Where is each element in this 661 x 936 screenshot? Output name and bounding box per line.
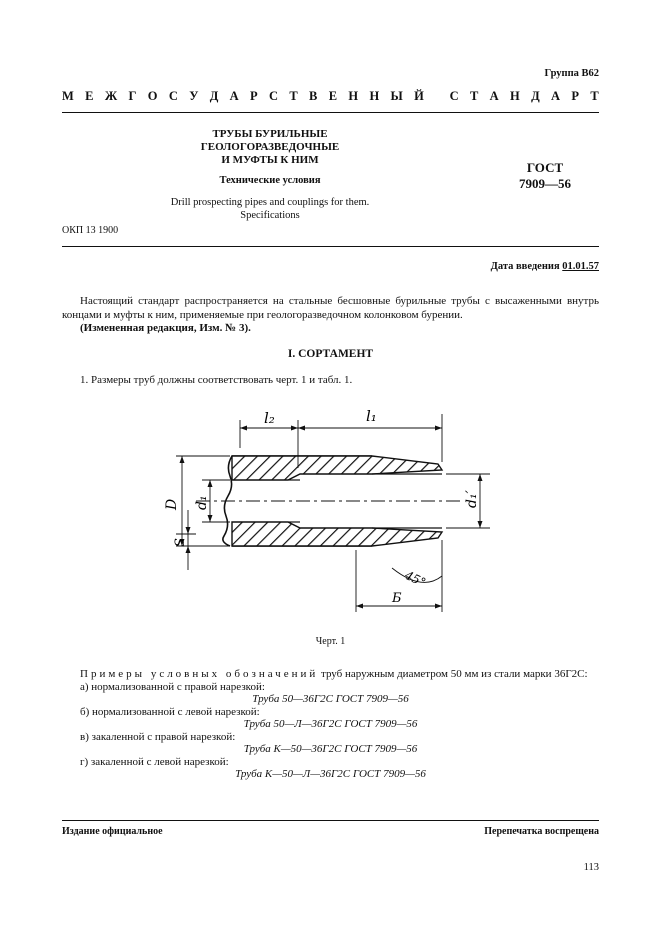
banner-letter: Ж: [104, 89, 118, 103]
effective-date-label: Дата введения: [490, 261, 560, 272]
banner-letter: Е: [328, 89, 338, 103]
example-label: б) нормализованной с левой нарезкой:: [80, 705, 260, 718]
effective-date-value: 01.01.57: [562, 261, 599, 272]
banner-letter: А: [489, 89, 499, 103]
example-label: г) закаленной с левой нарезкой:: [80, 755, 229, 768]
dim-label-angle: 45°: [402, 568, 428, 590]
banner-letter: С: [449, 89, 459, 103]
english-title-line: Drill prospecting pipes and couplings for them.: [170, 197, 370, 208]
amendment-note: (Измененная редакция, Изм. № 3).: [80, 322, 251, 334]
banner-letter: Р: [571, 89, 580, 103]
example-value: Труба К—50—Л—36Г2С ГОСТ 7909—56: [235, 768, 426, 780]
page-number: 113: [583, 862, 599, 873]
designation-examples: [62, 668, 599, 781]
document-subtitle: Технические условия: [219, 175, 321, 186]
top-rule: [62, 112, 599, 113]
examples-lead-text: труб наружным диаметром 50 мм из стали марки 36Г2С:: [318, 668, 588, 680]
banner-gap: [435, 89, 438, 104]
banner-letter: Т: [469, 89, 479, 103]
banner-letter: Й: [414, 89, 424, 103]
upper-wall-section: [232, 456, 442, 480]
banner-letter: Г: [128, 89, 137, 103]
examples-lead-spaced: Примеры условных обозначений: [80, 668, 319, 680]
example-label: а) нормализованной с правой нарезкой:: [80, 680, 265, 693]
example-value: Труба 50—36Г2С ГОСТ 7909—56: [252, 693, 409, 705]
bottom-rule: [62, 820, 599, 821]
english-title: [130, 196, 410, 222]
banner-letter: Р: [250, 89, 258, 103]
group-code: Группа В62: [544, 68, 599, 79]
banner-letter: С: [168, 89, 178, 103]
banner-letter: Д: [209, 89, 219, 103]
banner-letter: А: [229, 89, 239, 103]
banner-letter: У: [189, 89, 199, 103]
banner-letter: Т: [289, 89, 298, 103]
intro-paragraph: Настоящий стандарт распространяется на стальные бесшовные бурильные трубы с высаженными внутрь концами и муфты к ним, применяемые при геологоразведочном колонковом бурении.: [62, 295, 599, 321]
middle-rule: [62, 246, 599, 247]
dim-label-outer-diameter: D: [164, 498, 180, 510]
okp-code: ОКП 13 1900: [62, 225, 119, 236]
example-value: Труба 50—Л—36Г2С ГОСТ 7909—56: [243, 718, 418, 730]
banner-letter: А: [551, 89, 561, 103]
standard-banner: [62, 89, 599, 104]
banner-letter: Ы: [390, 89, 403, 103]
dim-label-l2: l₂: [264, 409, 275, 427]
example-value: Труба К—50—36Г2С ГОСТ 7909—56: [243, 743, 418, 755]
banner-letter: Н: [510, 89, 520, 103]
dim-label-inner-diameter: d₁: [194, 495, 210, 510]
dim-label-wall-thickness: S: [173, 538, 188, 547]
dim-label-l1: l₁: [366, 407, 377, 425]
clause-1: 1. Размеры труб должны соответствовать черт. 1 и табл. 1.: [80, 374, 353, 386]
title-line: ТРУБЫ БУРИЛЬНЫЕ: [212, 128, 328, 140]
reprint-prohibited-note: Перепечатка воспрещена: [484, 826, 599, 837]
gost-number: 7909—56: [519, 176, 571, 191]
dim-label-end-diameter: d₁′: [464, 490, 480, 508]
english-title-line: Specifications: [240, 210, 300, 221]
banner-letter: М: [62, 89, 74, 103]
official-edition-note: Издание официальное: [62, 826, 163, 837]
banner-letter: Н: [348, 89, 359, 103]
pipe-drawing: [160, 400, 500, 622]
section-heading: I. СОРТАМЕНТ: [287, 348, 374, 360]
effective-date: [491, 261, 599, 272]
dimension-lines: [176, 414, 490, 612]
banner-letter: О: [147, 89, 158, 103]
gost-designation: [500, 160, 590, 192]
banner-letter: Т: [590, 89, 599, 103]
examples-lead: [62, 668, 599, 681]
title-line: ГЕОЛОГОРАЗВЕДОЧНЫЕ: [200, 141, 340, 153]
arrowheads: [180, 426, 483, 609]
figure-caption: Черт. 1: [315, 636, 346, 647]
example-label: в) закаленной с правой нарезкой:: [80, 730, 236, 743]
lower-wall-section: [232, 522, 442, 546]
gost-label: ГОСТ: [526, 160, 564, 175]
banner-letter: В: [309, 89, 318, 103]
title-line: И МУФТЫ К НИМ: [221, 154, 319, 166]
dim-label-b: Б: [392, 591, 402, 606]
document-title: [150, 128, 390, 167]
banner-letter: Е: [85, 89, 94, 103]
banner-letter: Н: [369, 89, 380, 103]
banner-letter: Д: [531, 89, 540, 103]
banner-letter: С: [269, 89, 279, 103]
